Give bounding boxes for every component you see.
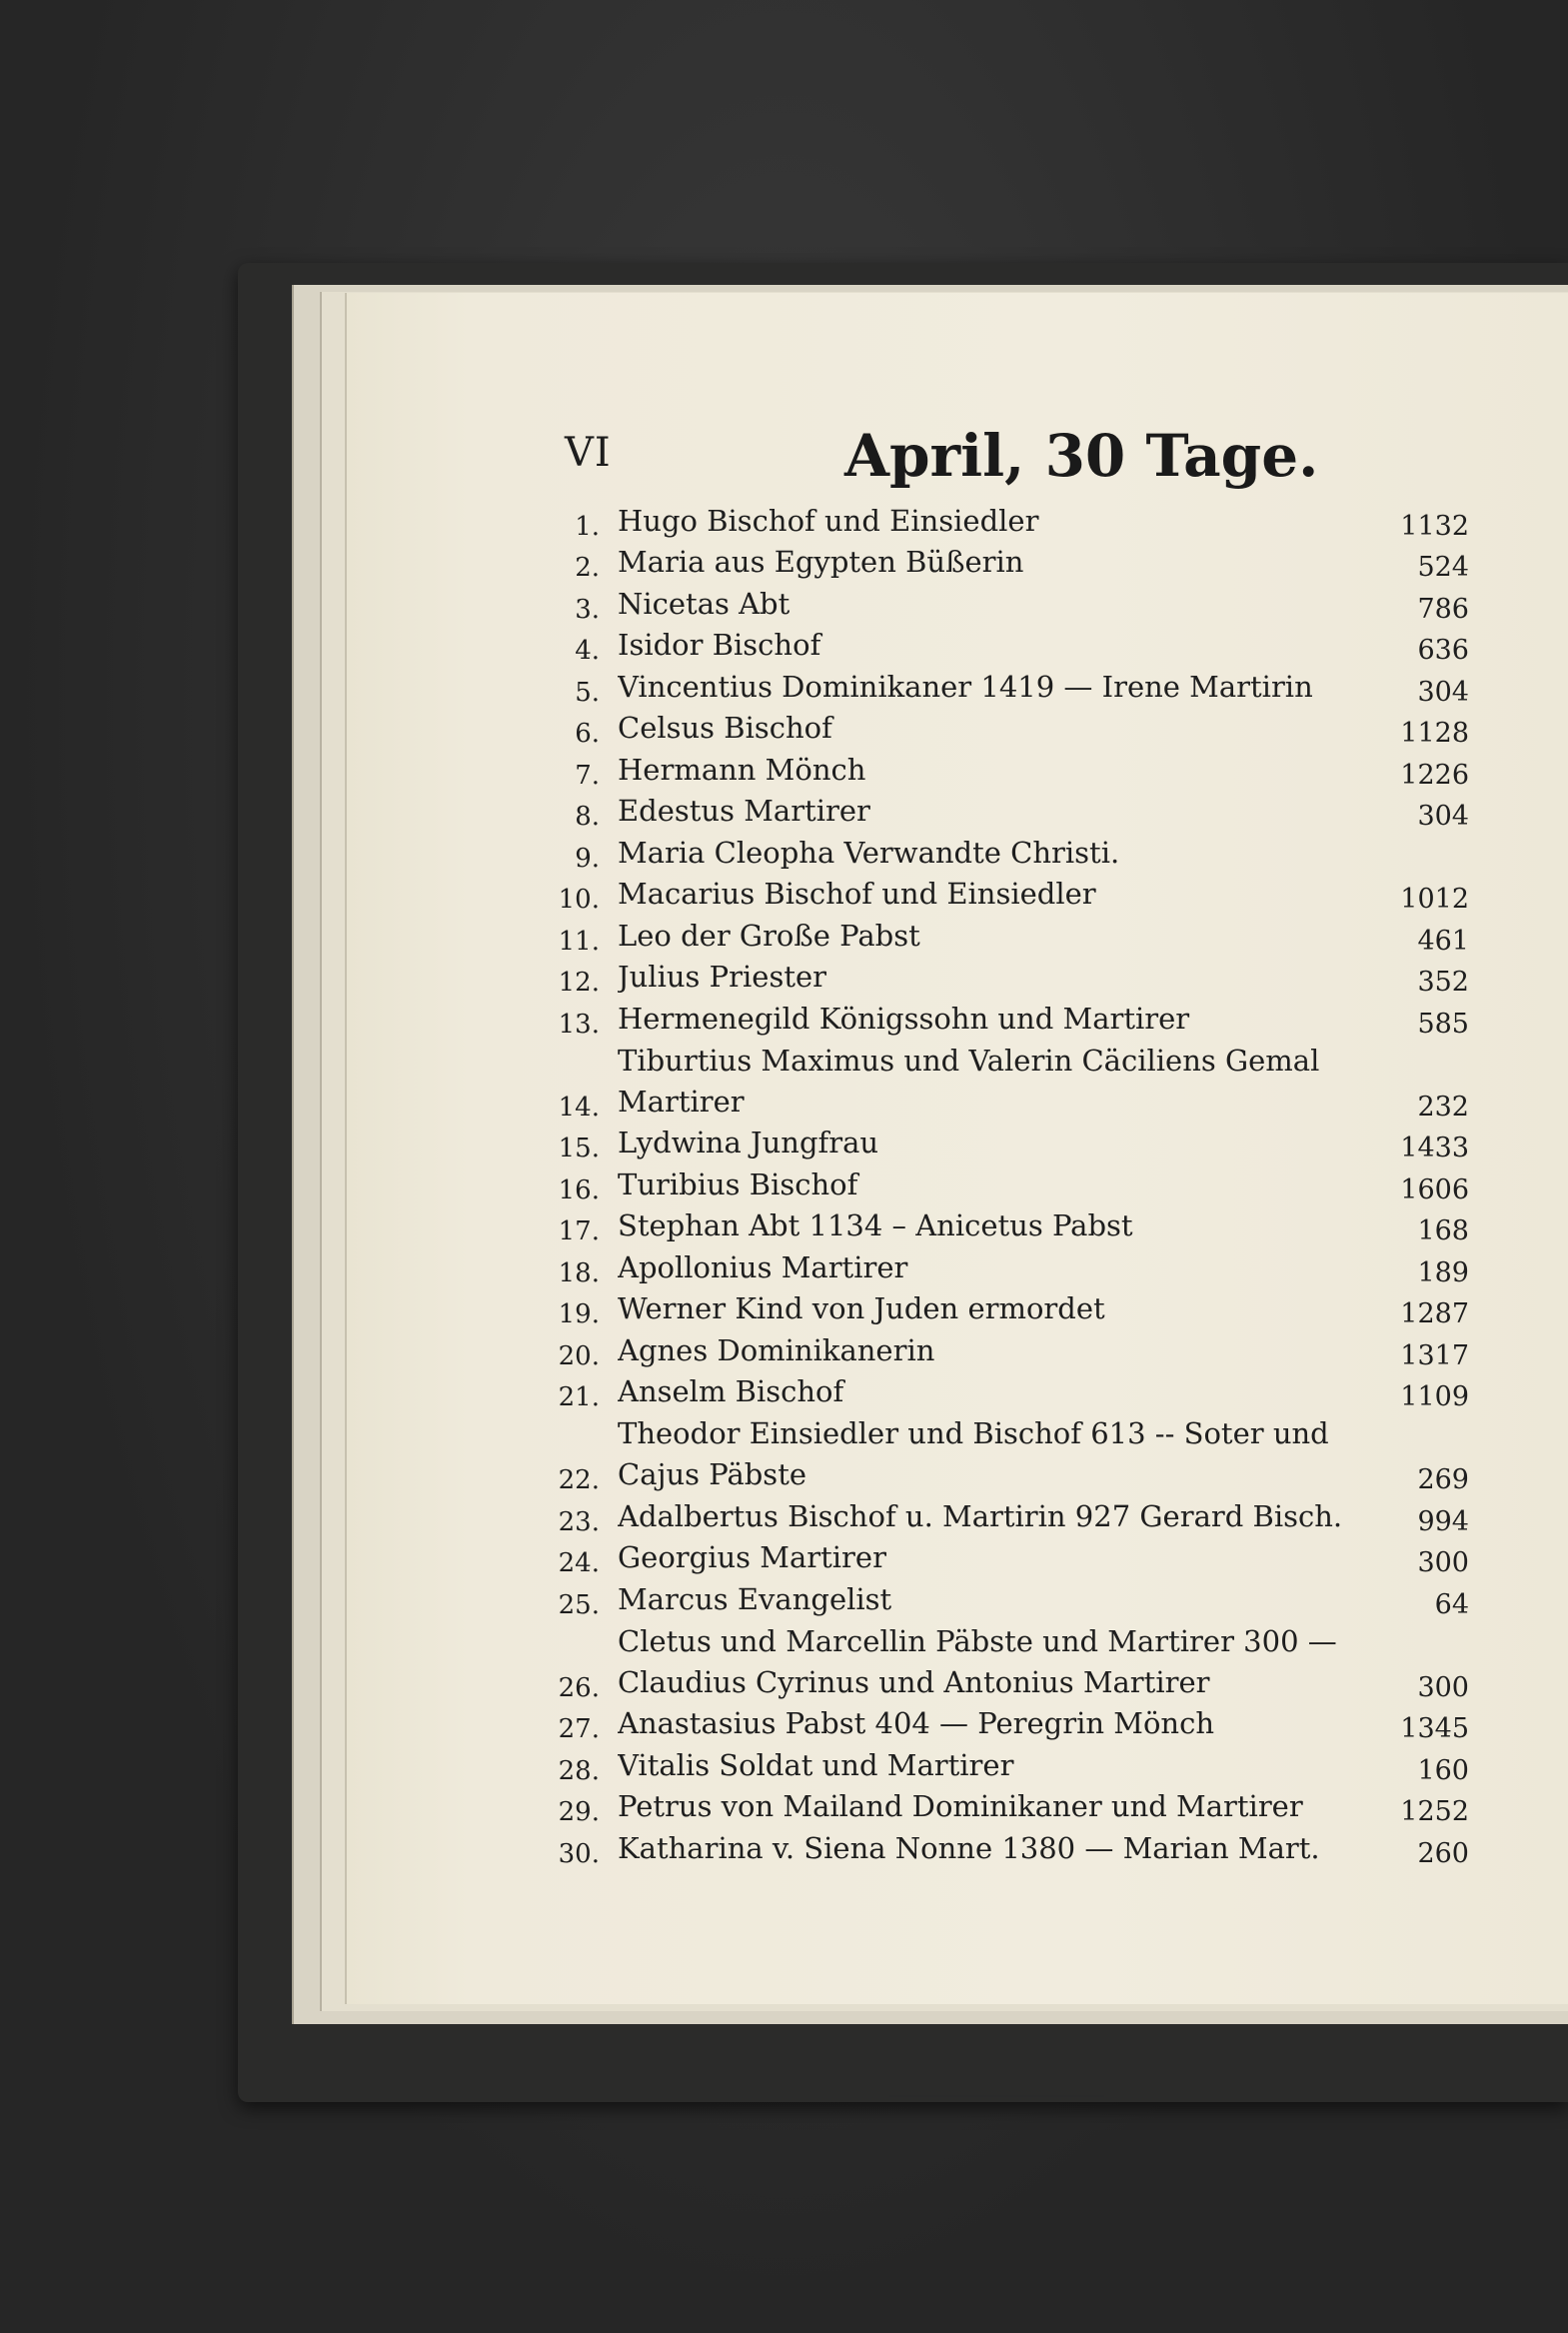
page-title: April, 30 Tage. [844,422,1319,490]
entry-saint: Vincentius Dominikaner 1419 — Irene Martirin [618,669,1313,704]
entry-day: 27. [558,1714,600,1744]
entry-day: 3. [575,594,600,625]
entry-saint: Vitalis Soldat und Martirer [618,1747,1014,1782]
entry-saint: Isidor Bischof [618,628,821,662]
entry-saint: Petrus von Mailand Dominikaner und Martirer [618,1789,1303,1823]
entry-page-number: 1132 [1400,510,1469,542]
entry-saint: Nicetas Abt [618,586,790,621]
entry-saint: Adalbertus Bischof u. Martirin 927 Gerard Bisch. [618,1498,1343,1533]
entry-page-number: 300 [1417,1547,1469,1578]
entry-page-number: 260 [1417,1837,1469,1869]
entry-day: 1. [575,511,600,542]
entry-saint: Edestus Martirer [618,794,870,828]
entry-day: 22. [558,1465,600,1495]
entry-day: 10. [558,885,600,915]
entry-saint: Stephan Abt 1134 – Anicetus Pabst [618,1208,1133,1242]
entry-page-number: 304 [1417,676,1469,708]
entry-page-number: 1287 [1400,1298,1469,1329]
entry-saint: Theodor Einsiedler und Bischof 613 -- Soter und Cajus Päbste [618,1416,1329,1491]
entry-saint: Apollonius Martirer [618,1249,908,1284]
entry-day: 8. [575,802,600,832]
entry-page-number: 352 [1417,967,1469,998]
entry-saint: Anselm Bischof [618,1374,844,1408]
running-head [565,422,1464,510]
entry-saint: Maria aus Egypten Büßerin [618,545,1024,579]
entry-day: 15. [558,1134,600,1164]
entry-saint: Turibius Bischof [618,1166,858,1201]
entry-page-number: 232 [1417,1091,1469,1123]
entry-day: 21. [558,1382,600,1412]
entry-day: 16. [558,1174,600,1205]
list-item [550,1581,1469,1626]
entry-page-number: 994 [1417,1505,1469,1537]
entry-day: 9. [575,843,600,874]
list-item [550,1830,1469,1875]
entry-day: 23. [558,1506,600,1537]
entry-saint: Celsus Bischof [618,711,832,745]
entry-page-number: 636 [1417,635,1469,666]
entry-saint: Katharina v. Siena Nonne 1380 — Marian Mart. [618,1830,1320,1865]
entry-page-number: 1345 [1400,1713,1469,1744]
entry-page-number: 189 [1417,1256,1469,1288]
entry-saint: Tiburtius Maximus und Valerin Cäciliens Gemal Martirer [618,1043,1320,1119]
entry-saint: Agnes Dominikanerin [618,1332,935,1367]
entry-day: 7. [575,760,600,791]
entry-page-number: 1109 [1400,1381,1469,1412]
list-item [550,1043,1469,1129]
entry-day: 29. [558,1797,600,1827]
entry-day: 2. [575,553,600,583]
entry-saint: Maria Cleopha Verwandte Christi. [618,835,1120,870]
entry-saint: Anastasius Pabst 404 — Peregrin Mönch [618,1706,1215,1740]
entry-saint: Marcus Evangelist [618,1581,892,1616]
entry-day: 12. [558,968,600,998]
entry-day: 28. [558,1755,600,1786]
entry-saint: Werner Kind von Juden ermordet [618,1291,1105,1325]
entry-day: 5. [575,677,600,708]
entry-page-number: 160 [1417,1754,1469,1786]
entry-day: 26. [558,1672,600,1703]
entry-day: 25. [558,1589,600,1620]
entry-saint: Lydwina Jungfrau [618,1126,879,1160]
entry-day: 17. [558,1216,600,1246]
entry-saint: Hermann Mönch [618,752,866,787]
entry-saint: Macarius Bischof und Einsiedler [618,877,1096,911]
entry-day: 13. [558,1009,600,1040]
entry-day: 30. [558,1838,600,1869]
entry-page-number: 524 [1417,552,1469,583]
entry-page-number: 1128 [1400,718,1469,749]
entry-saint: Hugo Bischof und Einsiedler [618,503,1039,538]
entry-page-number: 304 [1417,801,1469,832]
entry-day: 18. [558,1257,600,1288]
entry-saint: Leo der Große Pabst [618,918,920,953]
entry-page-number: 585 [1417,1008,1469,1040]
entry-day: 24. [558,1548,600,1578]
entry-saint: Georgius Martirer [618,1540,886,1574]
entry-page-number: 64 [1434,1588,1469,1620]
entry-day: 19. [558,1299,600,1329]
entry-page-number: 269 [1417,1464,1469,1495]
entry-day: 11. [558,926,600,957]
entry-saint: Julius Priester [618,960,827,994]
entry-page-number: 1433 [1400,1133,1469,1164]
page-numeral: VI [565,430,612,476]
list-item [550,1623,1469,1709]
list-item [550,1001,1469,1046]
entry-page-number: 168 [1417,1215,1469,1246]
entry-page-number: 786 [1417,593,1469,625]
entry-page-number: 1252 [1400,1796,1469,1827]
entry-day: 4. [575,636,600,666]
entry-page-number: 1317 [1400,1339,1469,1371]
entry-day: 6. [575,719,600,749]
entry-day: 20. [558,1340,600,1371]
entry-page-number: 300 [1417,1671,1469,1703]
list-item [550,1374,1469,1419]
closing-rule [889,2095,1104,2097]
entry-page-number: 1226 [1400,759,1469,791]
entry-page-number: 1606 [1400,1173,1469,1205]
entry-saint: Cletus und Marcellin Päbste und Martirer 300 — Claudius Cyrinus und Antonius Martirer [618,1623,1337,1699]
entry-saint: Hermenegild Königssohn und Martirer [618,1001,1190,1036]
calendar-list [550,503,1469,1875]
list-item [550,1418,1469,1501]
entry-page-number: 461 [1417,925,1469,957]
entry-day: 14. [558,1092,600,1123]
entry-page-number: 1012 [1400,884,1469,915]
